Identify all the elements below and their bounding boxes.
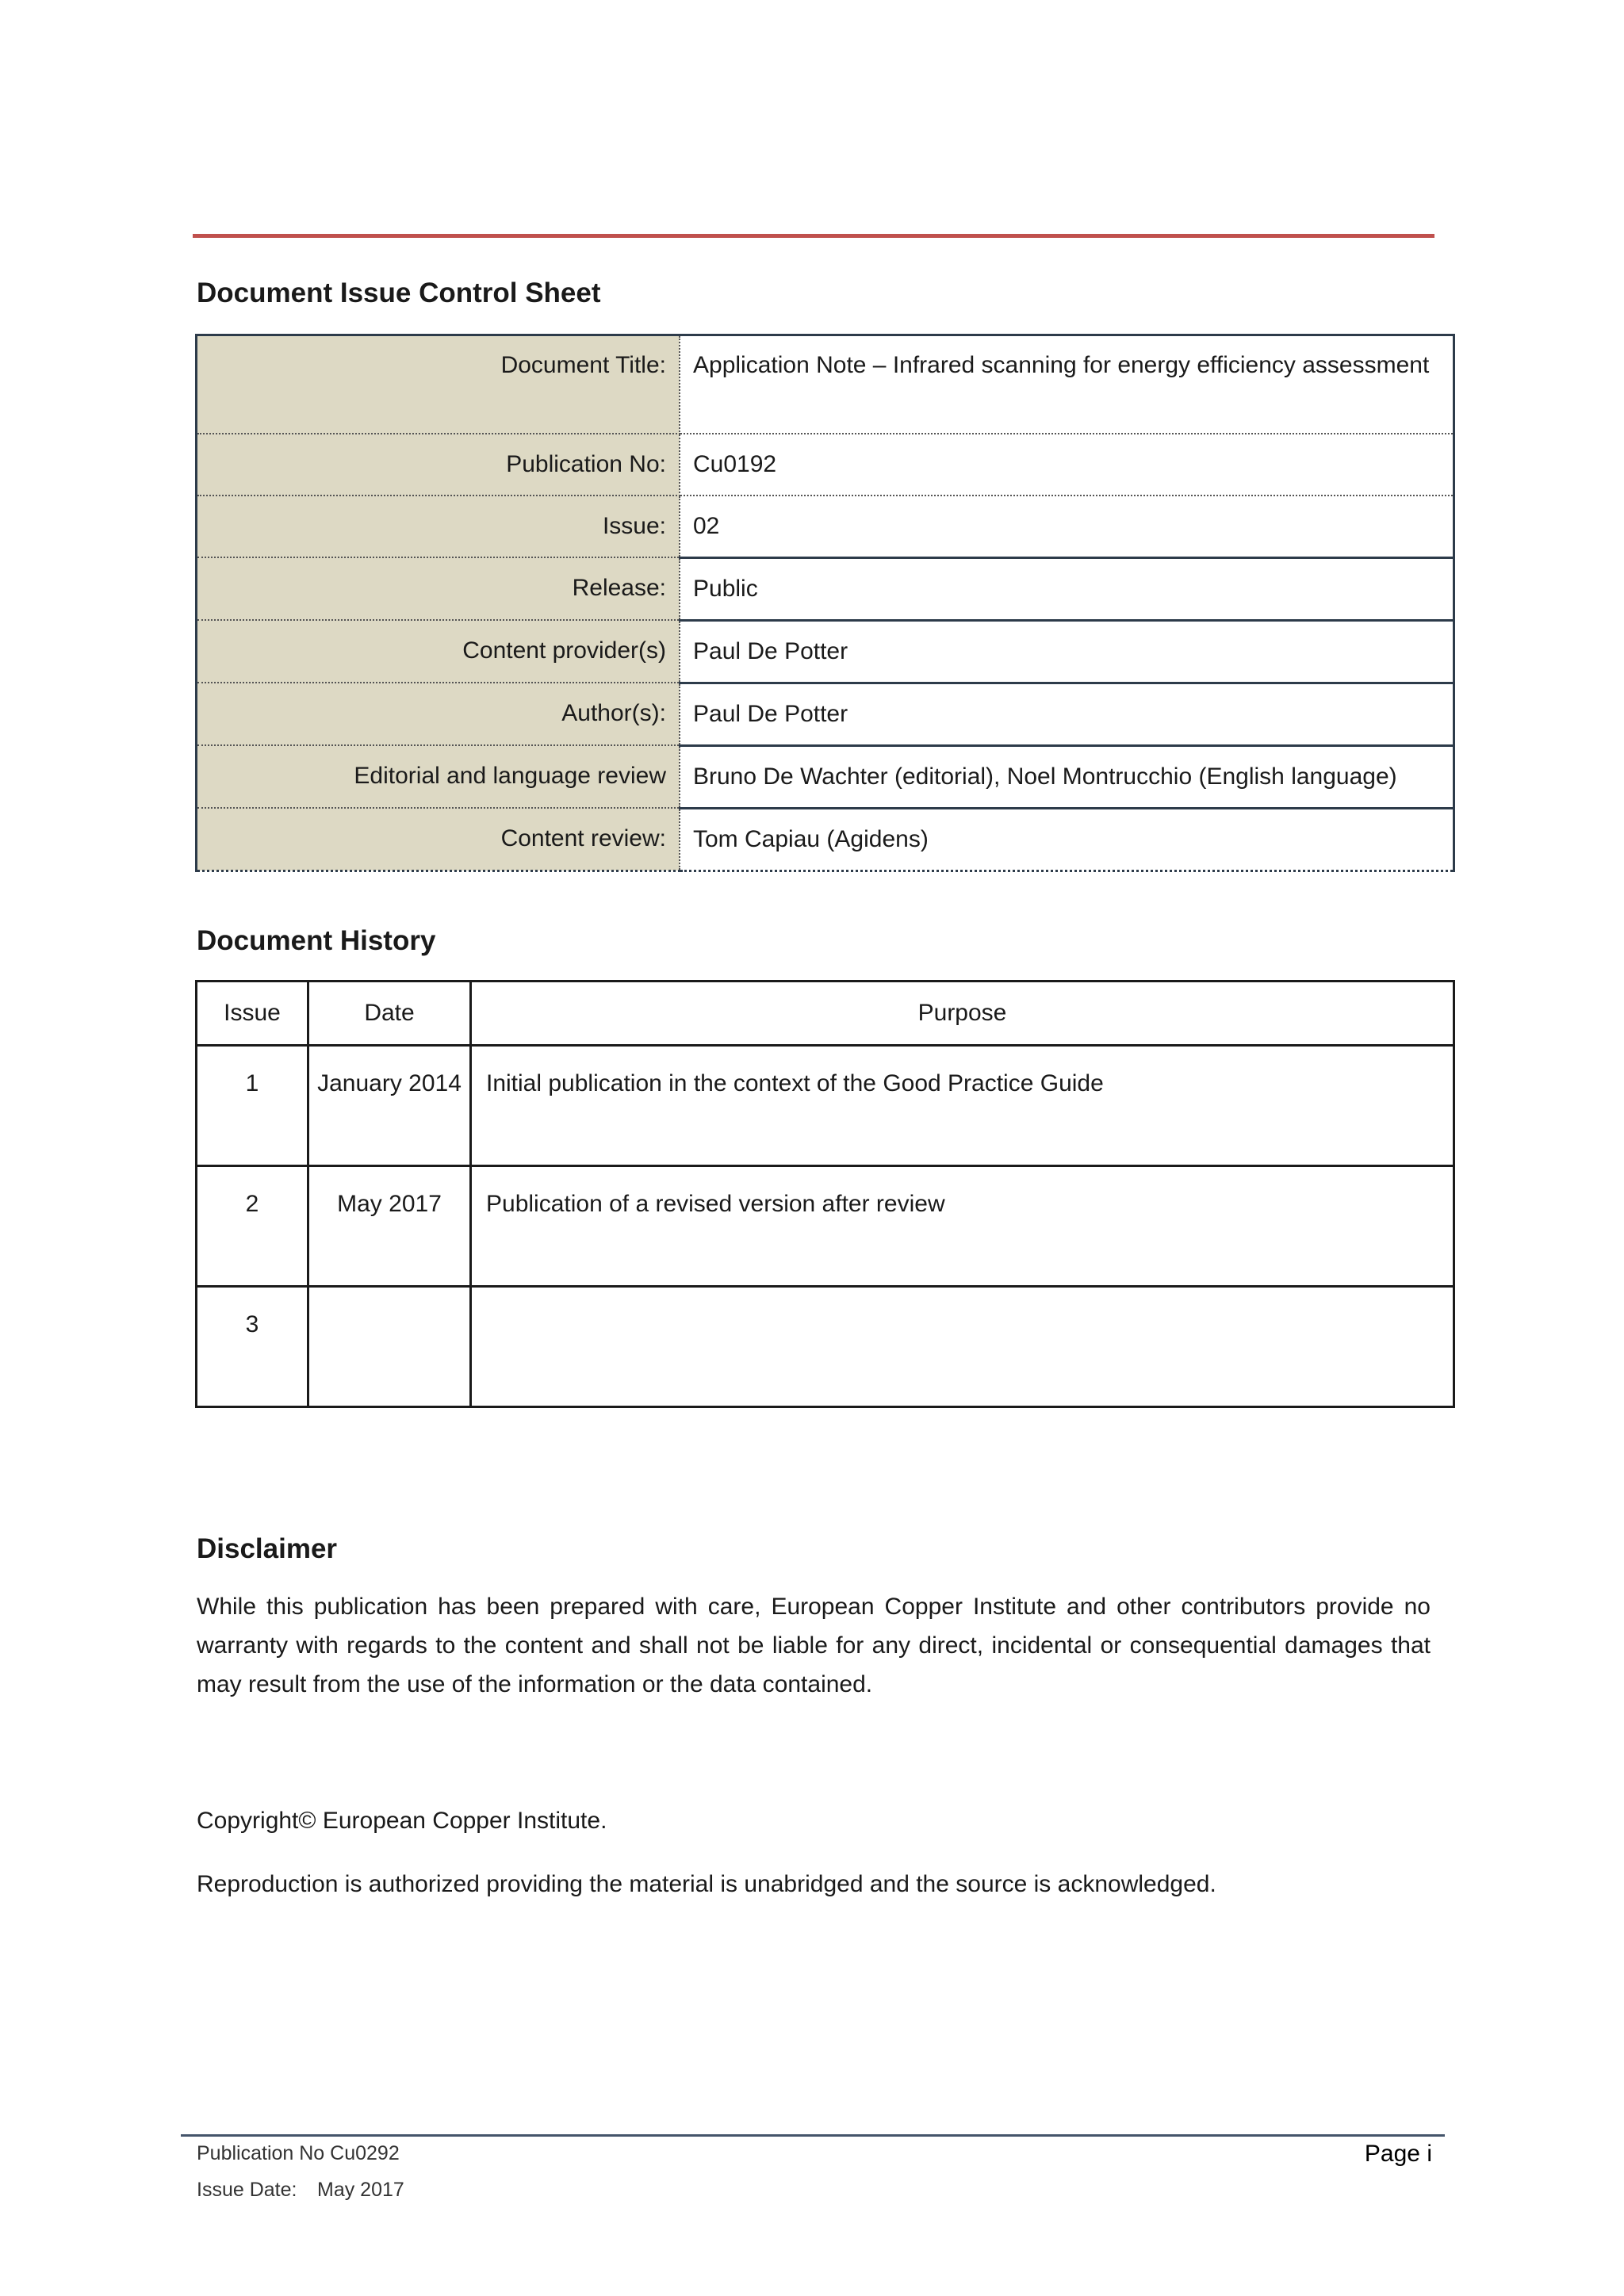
control-row-title	[197, 335, 1454, 434]
control-value: Paul De Potter	[680, 620, 1454, 683]
top-accent-rule	[193, 234, 1434, 238]
page-number: Page i	[1364, 2141, 1432, 2167]
table-row	[197, 1287, 1454, 1407]
history-purpose-cell	[471, 1287, 1454, 1407]
control-row-content-review	[197, 808, 1454, 871]
history-issue-cell: 2	[197, 1166, 308, 1287]
copyright-text: Copyright© European Copper Institute.	[197, 1808, 607, 1834]
control-label: Content review:	[197, 808, 680, 871]
disclaimer-text: While this publication has been prepared with care, European Copper Institute and other contributors provide no warranty with regards to the content and shall not be liable for any direct, incidental or consequential damages that may result from the use of the information or the data contained.	[197, 1594, 1431, 1697]
history-header-row	[197, 982, 1454, 1046]
control-value: 02	[680, 496, 1454, 558]
history-issue-cell: 3	[197, 1287, 308, 1407]
control-label: Publication No:	[197, 434, 680, 496]
control-label: Document Title:	[197, 335, 680, 434]
table-row	[197, 1046, 1454, 1166]
control-label: Issue:	[197, 496, 680, 558]
control-row-editorial	[197, 745, 1454, 808]
history-date-cell: May 2017	[308, 1166, 471, 1287]
reproduction-text: Reproduction is authorized providing the material is unabridged and the source is acknowledged.	[197, 1871, 1216, 1897]
history-purpose-cell: Publication of a revised version after review	[471, 1166, 1454, 1287]
history-heading: Document History	[197, 925, 436, 956]
footer-issue-date-value: May 2017	[317, 2179, 404, 2201]
control-value: Application Note – Infrared scanning for energy efficiency assessment	[680, 335, 1454, 434]
history-issue-cell: 1	[197, 1046, 308, 1166]
footer-issue-date-label: Issue Date:	[197, 2179, 297, 2201]
history-purpose-cell: Initial publication in the context of the Good Practice Guide	[471, 1046, 1454, 1166]
control-sheet-heading: Document Issue Control Sheet	[197, 277, 601, 308]
footer-rule	[181, 2134, 1445, 2137]
control-row-publication	[197, 434, 1454, 496]
control-value: Bruno De Wachter (editorial), Noel Montrucchio (English language)	[680, 745, 1454, 808]
table-row	[197, 1166, 1454, 1287]
control-row-content-provider	[197, 620, 1454, 683]
control-row-issue	[197, 496, 1454, 558]
control-label: Author(s):	[197, 683, 680, 745]
control-row-release	[197, 557, 1454, 620]
history-col-issue: Issue	[197, 982, 308, 1046]
control-sheet-table	[195, 334, 1455, 872]
footer-publication-no: Publication No Cu0292	[197, 2142, 400, 2164]
history-col-date: Date	[308, 982, 471, 1046]
control-row-authors	[197, 683, 1454, 745]
disclaimer-heading: Disclaimer	[197, 1533, 338, 1564]
control-label: Editorial and language review	[197, 745, 680, 808]
control-value: Cu0192	[680, 434, 1454, 496]
history-date-cell: January 2014	[308, 1046, 471, 1166]
history-date-cell	[308, 1287, 471, 1407]
control-value: Public	[680, 557, 1454, 620]
history-col-purpose: Purpose	[471, 982, 1454, 1046]
control-value: Paul De Potter	[680, 683, 1454, 745]
control-label: Content provider(s)	[197, 620, 680, 683]
history-table	[195, 980, 1455, 1408]
control-label: Release:	[197, 557, 680, 620]
control-value: Tom Capiau (Agidens)	[680, 808, 1454, 871]
